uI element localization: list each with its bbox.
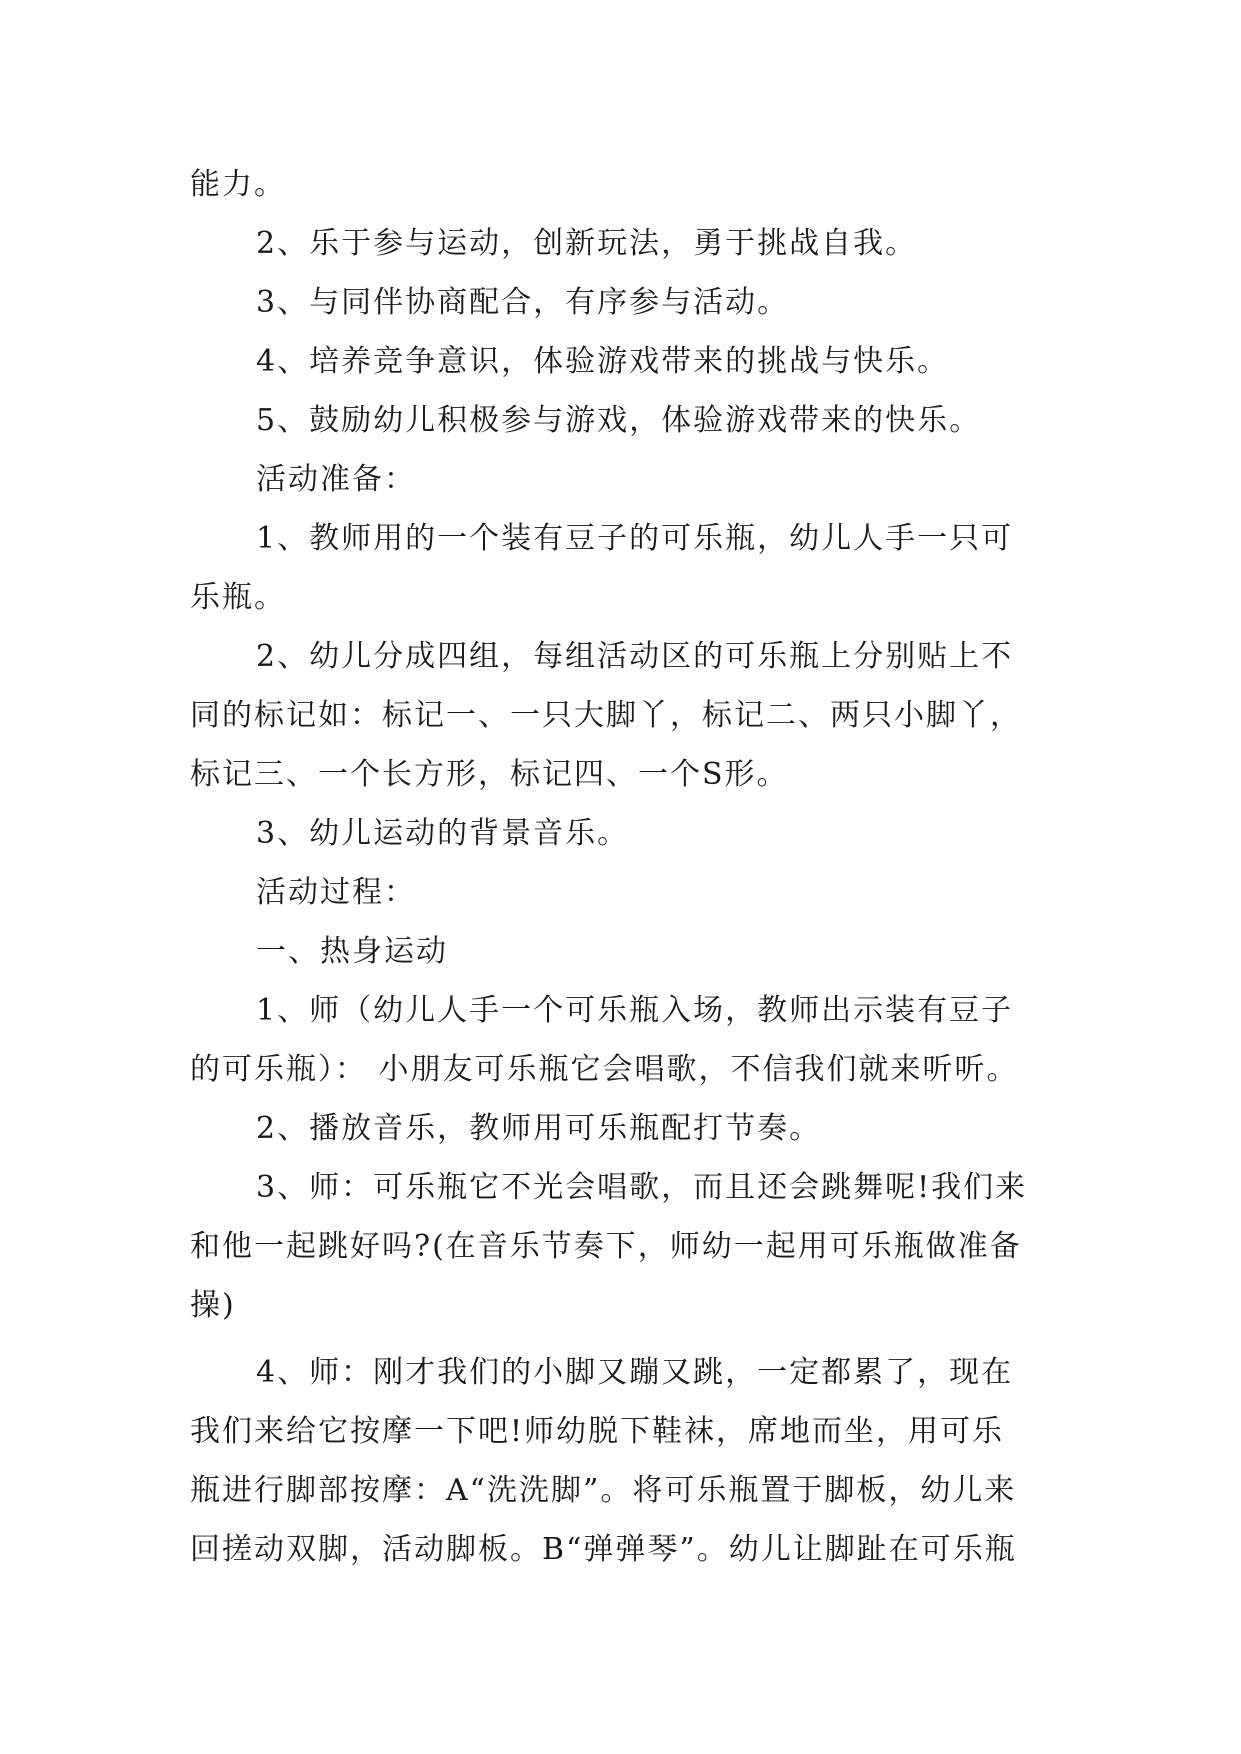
- paragraph-line: 4、培养竞争意识，体验游戏带来的挑战与快乐。: [256, 344, 950, 379]
- document-body: [190, 155, 1070, 1579]
- paragraph-line: 4、师：刚才我们的小脚又蹦又跳，一定都累了，现在: [256, 1355, 1014, 1390]
- paragraph-line: 2、播放音乐，教师用可乐瓶配打节奏。: [256, 1111, 822, 1146]
- paragraph-line: 乐瓶。: [190, 580, 286, 615]
- paragraph-line: 的可乐瓶）： 小朋友可乐瓶它会唱歌，不信我们就来听听。: [190, 1052, 1019, 1087]
- section-heading: 活动过程：: [256, 875, 416, 910]
- section-heading: 活动准备：: [256, 462, 416, 497]
- paragraph-line: 3、幼儿运动的背景音乐。: [256, 816, 630, 851]
- paragraph-line: 能力。: [190, 167, 286, 202]
- paragraph-line: 3、师：可乐瓶它不光会唱歌，而且还会跳舞呢!我们来: [256, 1170, 1028, 1205]
- paragraph-line: 我们来给它按摩一下吧!师幼脱下鞋袜，席地而坐，用可乐: [190, 1414, 1005, 1449]
- paragraph-line: 5、鼓励幼儿积极参与游戏，体验游戏带来的快乐。: [256, 403, 982, 438]
- paragraph-line: 瓶进行脚部按摩：A“洗洗脚”。将可乐瓶置于脚板，幼儿来: [190, 1473, 1017, 1508]
- paragraph-line: 同的标记如：标记一、一只大脚丫，标记二、两只小脚丫，: [190, 698, 1022, 733]
- paragraph-line: 2、幼儿分成四组，每组活动区的可乐瓶上分别贴上不: [256, 639, 1014, 674]
- paragraph-line: 2、乐于参与运动，创新玩法，勇于挑战自我。: [256, 226, 918, 261]
- subsection-heading: 一、热身运动: [256, 934, 448, 969]
- paragraph-line: 操): [190, 1288, 236, 1323]
- paragraph-line: 1、师（幼儿人手一个可乐瓶入场，教师出示装有豆子: [256, 993, 1014, 1028]
- paragraph-line: 和他一起跳好吗?(在音乐节奏下，师幼一起用可乐瓶做准备: [190, 1229, 1022, 1264]
- paragraph-line: 标记三、一个长方形，标记四、一个S形。: [190, 757, 789, 792]
- paragraph-line: 1、教师用的一个装有豆子的可乐瓶，幼儿人手一只可: [256, 521, 1014, 556]
- paragraph-line: 3、与同伴协商配合，有序参与活动。: [256, 285, 790, 320]
- paragraph-line: 回搓动双脚，活动脚板。B“弹弹琴”。幼儿让脚趾在可乐瓶: [190, 1532, 1017, 1567]
